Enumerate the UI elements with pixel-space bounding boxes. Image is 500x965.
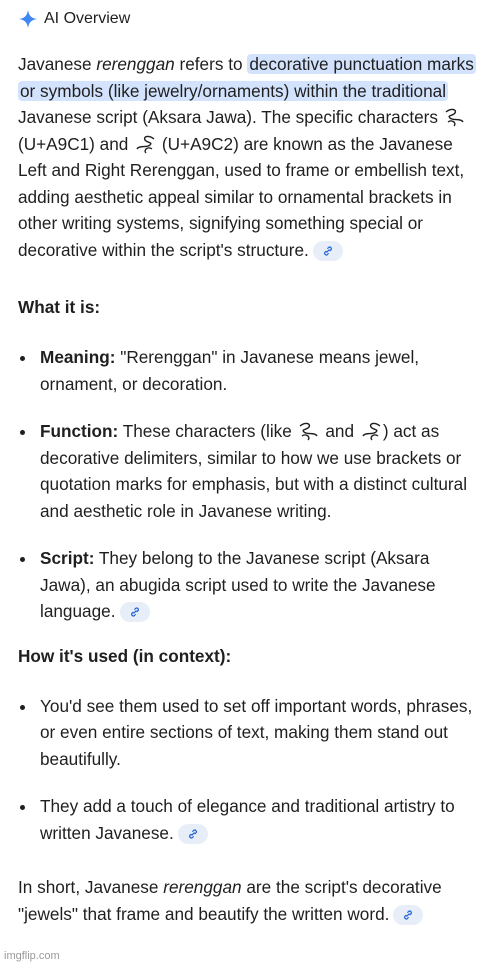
link-icon <box>321 244 335 258</box>
javanese-right-rerenggan-icon <box>133 133 157 155</box>
ai-overview-header <box>18 2 482 36</box>
javanese-left-rerenggan-icon <box>297 420 321 442</box>
list-item: Meaning: "Rerenggan" in Javanese means jewel, ornament, or decoration. <box>18 344 482 397</box>
what-it-is-heading: What it is: <box>18 297 101 317</box>
list-item: You'd see them used to set off important words, phrases, or even entire sections of text, making them stand out beautifully. <box>18 693 482 773</box>
watermark: imgflip.com <box>4 950 60 962</box>
link-icon <box>401 908 415 922</box>
source-link-button[interactable] <box>313 241 343 261</box>
list-item: They add a touch of elegance and traditional artistry to written Javanese. <box>18 793 482 846</box>
list-item: Script: They belong to the Javanese script (Aksara Jawa), an abugida script used to write the Javanese language. <box>18 545 482 625</box>
sparkle-icon <box>18 9 38 29</box>
javanese-right-rerenggan-icon <box>359 420 383 442</box>
highlighted-phrase: decorative punctuation marks or symbols (like jewelry/ornaments) within the traditional <box>20 54 474 101</box>
how-its-used-list <box>18 693 482 847</box>
source-link-button[interactable] <box>120 602 150 622</box>
list-item: Function: These characters (like and ) act as decorative delimiters, similar to how we use brackets or quotation marks for emphasis, but with a distinct cultural and aesthetic role in Javanese writing. <box>18 418 482 524</box>
what-it-is-list <box>18 344 482 625</box>
closing-paragraph: In short, Javanese rerenggan are the script's decorative "jewels" that frame and beautify the written word. <box>18 877 442 924</box>
ai-overview-title: AI Overview <box>44 10 131 27</box>
source-link-button[interactable] <box>178 824 208 844</box>
link-icon <box>128 605 142 619</box>
intro-paragraph: Javanese rerenggan refers to decorative punctuation marks or symbols (like jewelry/ornaments) within the traditional Javanese script (Aksara Jawa). The specific characters (U+A9C1) and (U+A9C2) are known as the Javanese Left and Right Rerenggan, used to frame or embellish text, adding aesthetic appeal similar to ornamental brackets in other writing systems, signifying something special or decorative within the script's structure. <box>18 54 474 260</box>
source-link-button[interactable] <box>393 905 423 925</box>
how-its-used-heading: How it's used (in context): <box>18 645 232 666</box>
javanese-left-rerenggan-icon <box>443 106 467 128</box>
link-icon <box>186 827 200 841</box>
